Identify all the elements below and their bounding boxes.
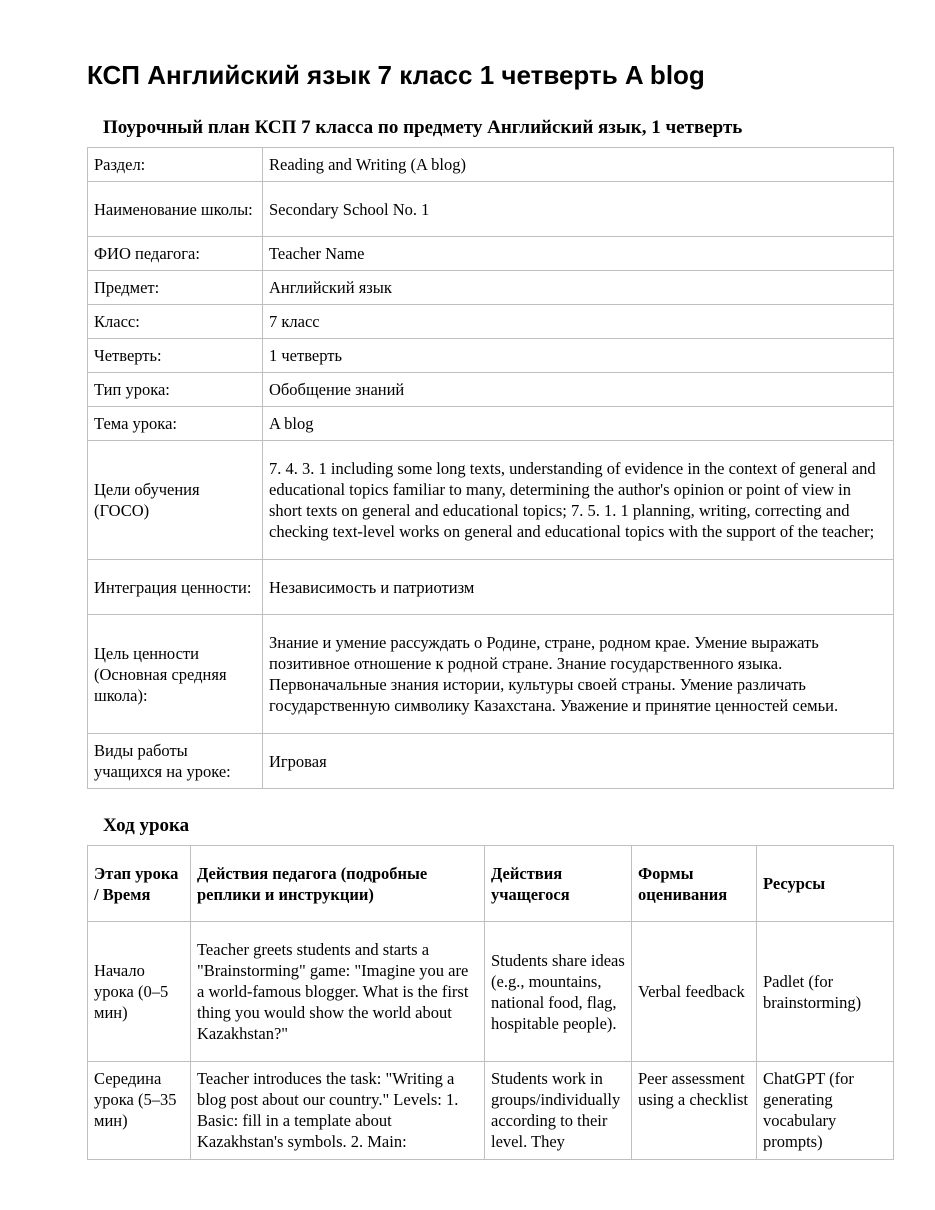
- info-label: Виды работы учащихся на уроке:: [88, 734, 263, 789]
- resources-text: ChatGPT (for generating vocabulary prompts): [763, 1069, 854, 1151]
- lesson-flow-heading: Ход урока: [103, 815, 190, 836]
- info-row-school: [88, 182, 894, 237]
- info-value: A blog: [263, 407, 894, 441]
- resources-cell: Padlet (for brainstorming): [757, 922, 894, 1062]
- lesson-info-table: [87, 147, 894, 789]
- stage-cell: Начало урока (0–5 мин): [88, 922, 191, 1062]
- teacher-actions-text: Teacher introduces the task: "Writing a blog post about our country." Levels: 1. Basic: fill in a template about Kazakhstan's symbols. 2. Main:: [197, 1069, 459, 1151]
- info-row-quarter: [88, 339, 894, 373]
- info-value: Teacher Name: [263, 237, 894, 271]
- info-row-lesson-topic: [88, 407, 894, 441]
- info-value: Reading and Writing (A blog): [263, 148, 894, 182]
- info-label: Четверть:: [88, 339, 263, 373]
- info-row-learning-objectives: [88, 441, 894, 560]
- column-header-student-actions: Действия учащегося: [485, 846, 632, 922]
- info-label: Цель ценности (Основная средняя школа):: [88, 615, 263, 734]
- info-row-subject: [88, 271, 894, 305]
- student-actions-cell: [485, 1062, 632, 1160]
- info-row-value-integration: [88, 560, 894, 615]
- stage-cell: [88, 1062, 191, 1160]
- table-row: [88, 1062, 894, 1160]
- info-value: Независимость и патриотизм: [263, 560, 894, 615]
- column-header-assessment: Формы оценивания: [632, 846, 757, 922]
- info-label: Наименование школы:: [88, 182, 263, 237]
- info-row-grade: [88, 305, 894, 339]
- info-value: 7. 4. 3. 1 including some long texts, understanding of evidence in the context of general and educational topics familiar to many, determining the author's opinion or point of view in short texts on general and educational topics; 7. 5. 1. 1 planning, writing, correcting and checking text-level works on general and educational topics with the support of the teacher;: [263, 441, 894, 560]
- assessment-cell: [632, 1062, 757, 1160]
- resources-cell: [757, 1062, 894, 1160]
- column-header-stage: Этап урока / Время: [88, 846, 191, 922]
- teacher-actions-cell: Teacher greets students and starts a "Brainstorming" game: "Imagine you are a world-famous blogger. What is the first thing you would show the world about Kazakhstan?": [191, 922, 485, 1062]
- info-row-lesson-type: [88, 373, 894, 407]
- teacher-actions-cell: [191, 1062, 485, 1160]
- info-label: Класс:: [88, 305, 263, 339]
- info-value: Secondary School No. 1: [263, 182, 894, 237]
- info-label: Интеграция ценности:: [88, 560, 263, 615]
- assessment-cell: Verbal feedback: [632, 922, 757, 1062]
- info-value: Обобщение знаний: [263, 373, 894, 407]
- assessment-text: Peer assessment using a checklist: [638, 1069, 748, 1109]
- student-actions-text: Students work in groups/individually according to their level. They: [491, 1069, 621, 1151]
- info-row-section: [88, 148, 894, 182]
- column-header-teacher-actions: Действия педагога (подробные реплики и инструкции): [191, 846, 485, 922]
- info-label: Тема урока:: [88, 407, 263, 441]
- info-row-work-types: [88, 734, 894, 789]
- info-row-teacher: [88, 237, 894, 271]
- info-label: Предмет:: [88, 271, 263, 305]
- student-actions-cell: Students share ideas (e.g., mountains, national food, flag, hospitable people).: [485, 922, 632, 1062]
- plan-heading: Поурочный план КСП 7 класса по предмету Английский язык, 1 четверть: [103, 117, 743, 138]
- info-value: Знание и умение рассуждать о Родине, стране, родном крае. Умение выражать позитивное отношение к родной стране. Знание государственного языка. Первоначальные знания истории, культуры своей страны. Умение различать государственную символику Казахстана. Уважение и принятие ценностей семьи.: [263, 615, 894, 734]
- info-label: Раздел:: [88, 148, 263, 182]
- info-row-value-goal: [88, 615, 894, 734]
- info-value: 1 четверть: [263, 339, 894, 373]
- document-title: КСП Английский язык 7 класс 1 четверть A blog: [87, 60, 705, 90]
- info-value: Английский язык: [263, 271, 894, 305]
- info-label: Тип урока:: [88, 373, 263, 407]
- stage-text: Середина урока (5–35 мин): [94, 1069, 177, 1130]
- info-value: Игровая: [263, 734, 894, 789]
- lesson-table-header: [88, 846, 894, 922]
- info-label: ФИО педагога:: [88, 237, 263, 271]
- lesson-flow-table: [87, 845, 894, 1160]
- info-label: Цели обучения (ГОСО): [88, 441, 263, 560]
- column-header-resources: Ресурсы: [757, 846, 894, 922]
- info-value: 7 класс: [263, 305, 894, 339]
- table-row: [88, 922, 894, 1062]
